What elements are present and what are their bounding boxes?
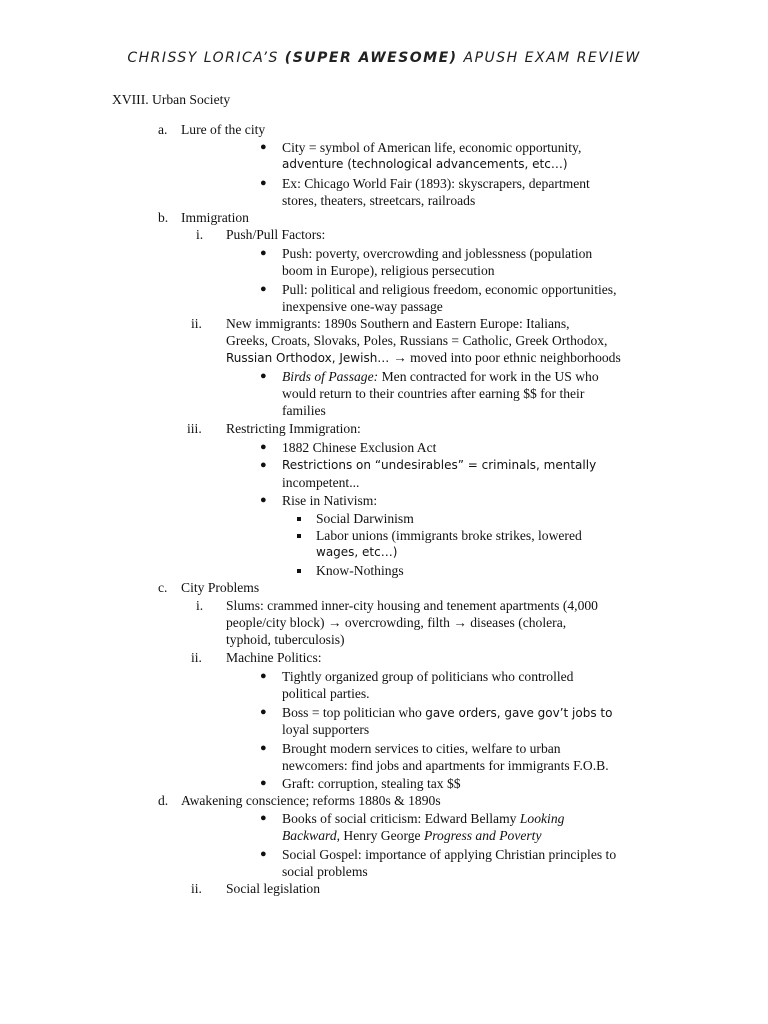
square-bullet-icon <box>297 569 301 573</box>
bullet-text-cont: inexpensive one-way passage <box>282 299 443 314</box>
item-d-title: Awakening conscience; reforms 1880s & 1890s <box>181 793 441 808</box>
sub-ii-text-cont: Russian Orthodox, Jewish… → moved into poor ethnic neighborhoods <box>226 350 621 365</box>
bullet-text: Tightly organized group of politicians who controlled <box>282 669 574 684</box>
bullet-text-cont: families <box>282 403 326 418</box>
bullet-text-cont: political parties. <box>282 686 370 701</box>
sub-ii-title: Social legislation <box>226 881 321 896</box>
bullet-icon: ● <box>260 247 267 259</box>
bullet-text: Books of social criticism: Edward Bellamy Looking <box>282 811 565 826</box>
sub-bullet-text-cont: wages, etc…) <box>316 545 398 559</box>
bullet-icon: ● <box>260 370 267 382</box>
bullet-icon: ● <box>260 670 267 682</box>
bullet-text-cont: adventure (technological advancements, etc…) <box>282 157 568 171</box>
bullet-icon: ● <box>260 742 267 754</box>
bullet-text-cont: newcomers: find jobs and apartments for immigrants F.O.B. <box>282 758 609 773</box>
bullet-text-cont: Backward, Henry George Progress and Poverty <box>282 828 542 843</box>
sub-i-text: Slums: crammed inner-city housing and tenement apartments (4,000 <box>226 598 598 613</box>
sub-marker-iii: iii. <box>187 421 202 436</box>
item-marker-a: a. <box>158 122 168 137</box>
item-marker-d: d. <box>158 793 169 808</box>
square-bullet-icon <box>297 517 301 521</box>
sub-bullet-text: Social Darwinism <box>316 511 414 526</box>
sub-ii-title: Machine Politics: <box>226 650 322 665</box>
bullet-text: City = symbol of American life, economic opportunity, <box>282 140 582 155</box>
section-heading: XVIII. Urban Society <box>112 92 231 107</box>
bullet-text: Ex: Chicago World Fair (1893): skyscrapers, department <box>282 176 590 191</box>
sub-bullet-text: Labor unions (immigrants broke strikes, lowered <box>316 528 582 543</box>
sub-bullet-text: Know-Nothings <box>316 563 404 578</box>
sub-ii-text-cont: Greeks, Croats, Slovaks, Poles, Russians = Catholic, Greek Orthodox, <box>226 333 608 348</box>
bullet-text: Boss = top politician who gave orders, gave gov’t jobs to <box>282 705 613 720</box>
sub-i-text-cont: people/city block) → overcrowding, filth → diseases (cholera, <box>226 615 567 630</box>
sub-marker-ii: ii. <box>191 316 202 331</box>
bullet-text: Graft: corruption, stealing tax $$ <box>282 776 461 791</box>
bullet-text: Rise in Nativism: <box>282 493 378 508</box>
arrow-icon: → <box>393 350 407 365</box>
bullet-text: Restrictions on “undesirables” = criminals, mentally <box>282 458 597 472</box>
item-b-title: Immigration <box>181 210 249 225</box>
bullet-text: Birds of Passage: Men contracted for work in the US who <box>282 369 599 384</box>
sub-marker-ii: ii. <box>191 881 202 896</box>
sub-i-text-cont: typhoid, tuberculosis) <box>226 632 345 647</box>
bullet-icon: ● <box>260 706 267 718</box>
bullet-icon: ● <box>260 283 267 295</box>
item-marker-c: c. <box>158 580 168 595</box>
bullet-text-cont: stores, theaters, streetcars, railroads <box>282 193 476 208</box>
item-marker-b: b. <box>158 210 169 225</box>
sub-marker-i: i. <box>196 227 204 242</box>
bullet-icon: ● <box>260 177 267 189</box>
sub-marker-ii: ii. <box>191 650 202 665</box>
bullet-icon: ● <box>260 141 267 153</box>
bullet-icon: ● <box>260 777 267 789</box>
arrow-icon: → <box>453 615 467 630</box>
bullet-text-cont: social problems <box>282 864 368 879</box>
bullet-text: Brought modern services to cities, welfare to urban <box>282 741 561 756</box>
sub-marker-i: i. <box>196 598 204 613</box>
bullet-icon: ● <box>260 812 267 824</box>
bullet-icon: ● <box>260 459 267 471</box>
sub-i-title: Push/Pull Factors: <box>226 227 326 242</box>
bullet-icon: ● <box>260 848 267 860</box>
bullet-text: Push: poverty, overcrowding and joblessness (population <box>282 246 593 261</box>
bullet-text: Social Gospel: importance of applying Christian principles to <box>282 847 617 862</box>
arrow-icon: → <box>327 615 342 630</box>
sub-ii-text: New immigrants: 1890s Southern and Eastern Europe: Italians, <box>226 316 570 331</box>
bullet-text: Pull: political and religious freedom, economic opportunities, <box>282 282 617 297</box>
bullet-text-cont: incompetent... <box>282 475 360 490</box>
bullet-icon: ● <box>260 441 267 453</box>
bullet-icon: ● <box>260 494 267 506</box>
document-header: CHRISSY LORICA’S (SUPER AWESOME) APUSH EXAM REVIEW <box>127 50 641 66</box>
square-bullet-icon <box>297 534 301 538</box>
sub-iii-title: Restricting Immigration: <box>226 421 361 436</box>
item-c-title: City Problems <box>181 580 260 595</box>
bullet-text-cont: loyal supporters <box>282 722 370 737</box>
item-a-title: Lure of the city <box>181 122 266 137</box>
bullet-text-cont: would return to their countries after earning $$ for their <box>282 386 585 401</box>
bullet-text: 1882 Chinese Exclusion Act <box>282 440 437 455</box>
bullet-text-cont: boom in Europe), religious persecution <box>282 263 495 278</box>
